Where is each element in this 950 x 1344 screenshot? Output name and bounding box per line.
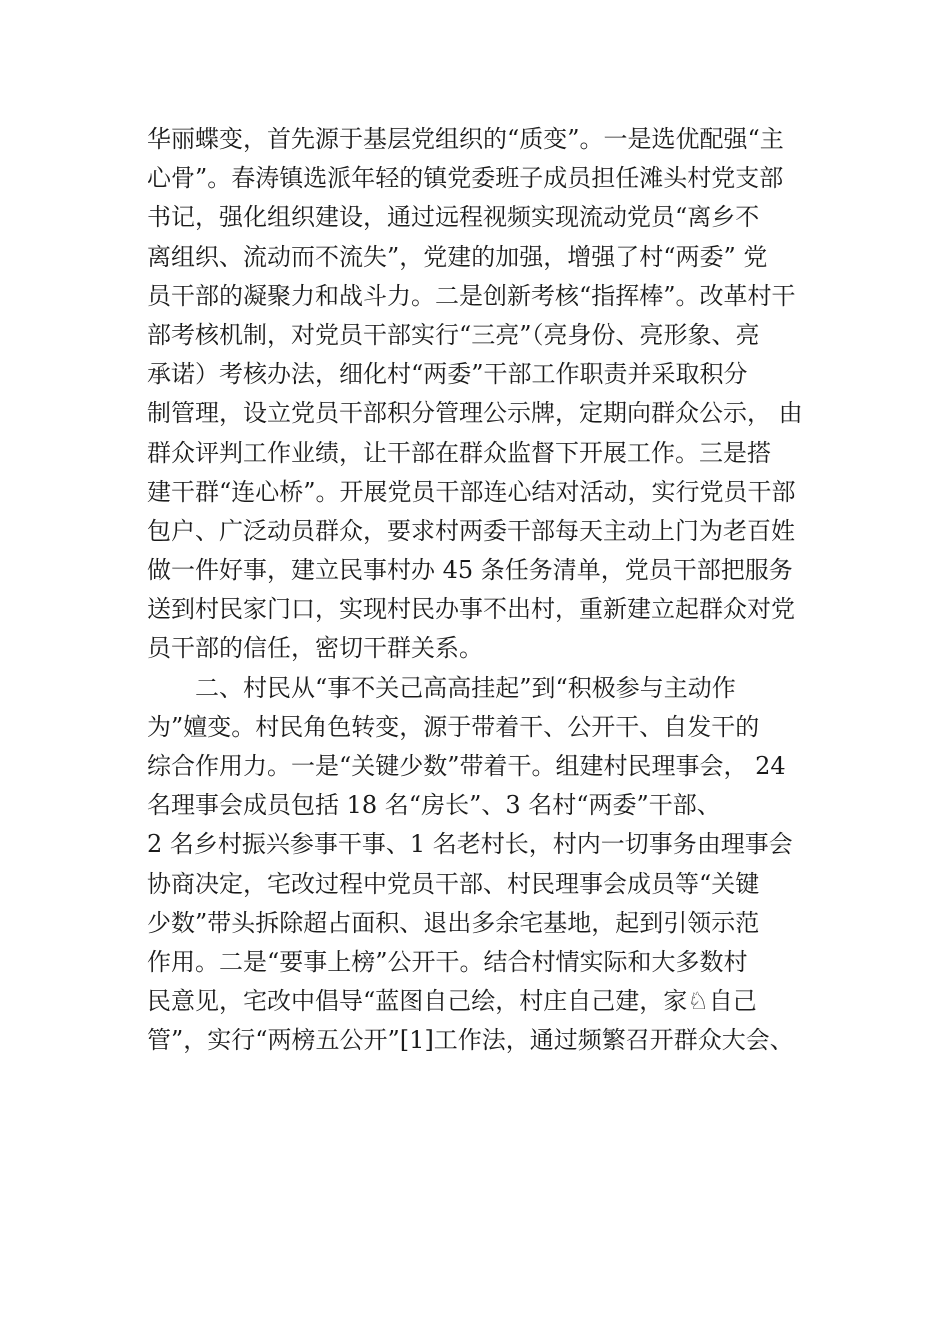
text-line: 作用。二是“要事上榜”公开干。结合村情实际和大多数村 (147, 947, 748, 976)
text-line: 做一件好事，建立民事村办 45 条任务清单，党员干部把服务 (147, 556, 793, 585)
text-line: 员干部的凝聚力和战斗力。二是创新考核“指挥棒”。改革村干 (147, 281, 796, 310)
text-line: 书记，强化组织建设，通过远程视频实现流动党员“离乡不 (147, 203, 760, 232)
text-line: 送到村民家门口，实现村民办事不出村，重新建立起群众对党 (147, 595, 795, 624)
paragraph-1 (147, 120, 837, 669)
text-line: 少数”带头拆除超占面积、退出多余宅基地，起到引领示范 (147, 908, 760, 937)
text-line: 华丽蝶变，首先源于基层党组织的“质变”。一是选优配强“主 (147, 125, 784, 153)
text-line: 包户、广泛动员群众，要求村两委干部每天主动上门为老百姓 (147, 516, 795, 545)
text-line: 部考核机制，对党员干部实行“三亮”（亮身份、亮形象、亮 (147, 320, 760, 349)
text-line: 承诺）考核办法，细化村“两委”干部工作职责并采取积分 (147, 360, 748, 389)
text-line: 群众评判工作业绩，让干部在群众监督下开展工作。三是搭 (147, 438, 771, 467)
text-line: 二、村民从“事不关己高高挂起”到“积极参与主动作 (195, 673, 736, 702)
text-line: 2 名乡村振兴参事干事、1 名老村长，村内一切事务由理事会 (147, 830, 793, 859)
text-line: 民意见，宅改中倡导“蓝图自己绘，村庄自己建，家♘自己 (147, 987, 757, 1016)
text-line: 综合作用力。一是“关键少数”带着干。组建村民理事会， 24 (147, 752, 786, 780)
body-text (147, 120, 837, 1061)
text-line: 协商决定，宅改过程中党员干部、村民理事会成员等“关键 (147, 869, 760, 898)
text-line: 为”嬗变。村民角色转变，源于带着干、公开干、自发干的 (147, 712, 760, 741)
text-line: 员干部的信任，密切干群关系。 (147, 634, 483, 663)
text-line: 制管理，设立党员干部积分管理公示牌，定期向群众公示， 由 (147, 399, 803, 428)
text-line: 建干群“连心桥”。开展党员干部连心结对活动，实行党员干部 (147, 477, 796, 506)
text-line: 心骨”。春涛镇选派年轻的镇党委班子成员担任滩头村党支部 (147, 164, 784, 193)
paragraph-2 (147, 669, 837, 1061)
text-line: 名理事会成员包括 18 名“房长”、3 名村“两委”干部、 (147, 791, 721, 820)
text-line: 管”，实行“两榜五公开”[1]工作法，通过频繁召开群众大会、 (147, 1026, 794, 1055)
text-line: 离组织、流动而不流失”，党建的加强，增强了村“两委” 党 (147, 242, 768, 271)
